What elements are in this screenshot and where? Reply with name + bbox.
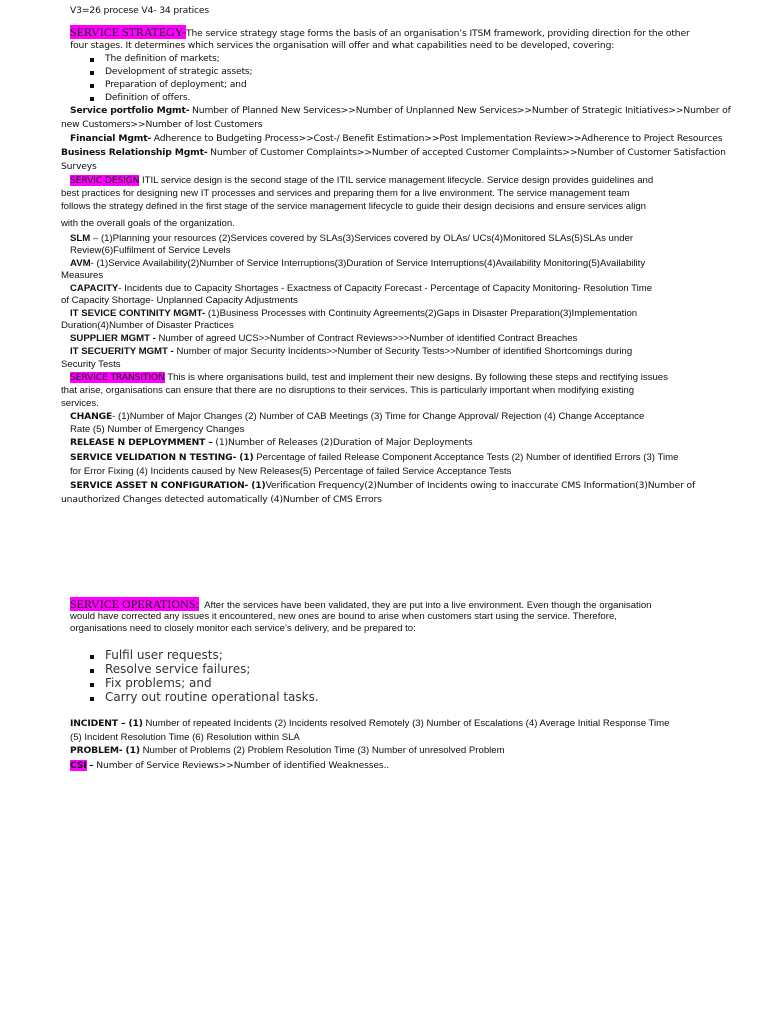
- problem-label: PROBLEM- (1): [70, 745, 140, 756]
- bullet-icon: [90, 71, 94, 75]
- slm-text-cont: Review(6)Fulfilment of Service Levels: [70, 245, 231, 256]
- design-title: SERVIC DESIGN: [70, 175, 140, 186]
- csi-title: CSI: [70, 760, 87, 771]
- slm-label: SLM: [70, 233, 91, 244]
- validation-label: SERVICE VELIDATION N TESTING- (1): [70, 452, 254, 463]
- continuity-text-cont: Duration(4)Number of Disaster Practices: [61, 320, 234, 331]
- change-line: [70, 411, 644, 423]
- portfolio-line: [70, 105, 731, 117]
- capacity-label: CAPACITY: [70, 283, 119, 294]
- portfolio-text-cont: new Customers>>Number of lost Customers: [61, 119, 263, 130]
- strategy-intro: The service strategy stage forms the basis of an organisation’s ITSM framework, providing direction for the other: [186, 28, 690, 39]
- operations-intro-cont: would have corrected any issues it encountered, new ones are bound to arise when customers start using the service. Therefore,: [70, 611, 617, 622]
- capacity-text: - Incidents due to Capacity Shortages - Exactness of Capacity Forecast - Percentage of Capacity Monitoring- Resolution Time: [118, 283, 653, 294]
- operations-title: SERVICE OPERATIONS:: [70, 597, 199, 611]
- validation-text: Percentage of failed Release Component Acceptance Tests (2) Number of identified Errors (3) Time: [256, 452, 679, 463]
- slm-text: – (1)Planning your resources (2)Services covered by SLAs(3)Services covered by OLAs/ UCs(4)Monitored SLAs(5)SLAs under: [92, 233, 634, 244]
- problem-text: Number of Problems (2) Problem Resolution Time (3) Number of unresolved Problem: [142, 745, 505, 756]
- capacity-text-cont: of Capacity Shortage- Unplanned Capacity Adjustments: [61, 295, 298, 306]
- slm-line: [70, 233, 633, 245]
- bullet-icon: [90, 655, 94, 659]
- strategy-heading-line: [70, 26, 690, 40]
- portfolio-text: Number of Planned New Services>>Number of Unplanned New Services>>Number of Strategic Initiatives>>Number of: [192, 105, 731, 116]
- brm-line: [61, 147, 726, 159]
- capacity-line: [70, 283, 652, 295]
- operations-bullet: Fix problems; and: [105, 676, 212, 690]
- bullet-icon: [90, 683, 94, 687]
- change-label: CHANGE: [70, 411, 113, 422]
- csi-dash: –: [89, 760, 94, 771]
- avm-text-cont: Measures: [61, 270, 104, 281]
- incident-text-cont: (5) Incident Resolution Time (6) Resolution within SLA: [70, 732, 300, 743]
- supplier-label: SUPPLIER MGMT -: [70, 333, 156, 344]
- strategy-bullet: The definition of markets;: [105, 53, 220, 64]
- change-text: - (1)Number of Major Changes (2) Number of CAB Meetings (3) Time for Change Approval/ Rejection (4) Change Acceptance: [112, 411, 645, 422]
- validation-line: [70, 452, 678, 464]
- incident-text: Number of repeated Incidents (2) Incidents resolved Remotely (3) Number of Escalations (4) Average Initial Response Time: [145, 718, 670, 729]
- transition-intro-cont: that arise, organisations can ensure that there are no disruptions to their services. This is particularly important when modifying existing: [61, 385, 635, 396]
- financial-line: [70, 133, 722, 145]
- transition-heading-line: [70, 372, 668, 384]
- transition-title: SERVICE TRANSITION: [70, 372, 165, 383]
- release-label: RELEASE N DEPLOYMMENT –: [70, 437, 213, 448]
- operations-bullet: Resolve service failures;: [105, 662, 251, 676]
- operations-intro-cont: organisations need to closely monitor each service’s delivery, and be prepared to:: [70, 623, 416, 634]
- bullet-icon: [90, 669, 94, 673]
- incident-label: INCIDENT – (1): [70, 718, 143, 729]
- avm-label: AVM: [70, 258, 91, 269]
- release-line: [70, 437, 473, 449]
- change-text-cont: Rate (5) Number of Emergency Changes: [70, 424, 245, 435]
- asset-label: SERVICE ASSET N CONFIGURATION- (1): [70, 480, 266, 491]
- financial-label: Financial Mgmt-: [70, 133, 152, 144]
- bullet-icon: [90, 58, 94, 62]
- supplier-line: [70, 333, 577, 345]
- security-text: Number of major Security Incidents>>Number of Security Tests>>Number of identified Shortcomings during: [176, 346, 633, 357]
- design-intro-cont: with the overall goals of the organization.: [61, 218, 235, 229]
- continuity-text: (1)Business Processes with Continuity Agreements(2)Gaps in Disaster Preparation(3)Implementation: [207, 308, 638, 319]
- brm-text-cont: Surveys: [61, 161, 97, 172]
- strategy-bullet: Preparation of deployment; and: [105, 79, 247, 90]
- security-line: [70, 346, 632, 358]
- asset-text: Verification Frequency(2)Number of Incidents owing to inaccurate CMS Information(3)Number of: [265, 480, 696, 491]
- transition-intro-cont: services.: [61, 398, 99, 409]
- asset-text-cont: unauthorized Changes detected automatically (4)Number of CMS Errors: [61, 494, 382, 505]
- strategy-title: SERVICE STRATEGY-: [70, 25, 187, 39]
- operations-heading-line: [70, 598, 652, 612]
- bullet-icon: [90, 84, 94, 88]
- strategy-bullet: Definition of offers.: [105, 92, 191, 103]
- bullet-icon: [90, 97, 94, 101]
- continuity-label: IT SEVICE CONTINITY MGMT-: [70, 308, 206, 319]
- transition-intro: This is where organisations build, test and implement their new designs. By following these steps and rectifying issues: [167, 372, 668, 383]
- release-text: (1)Number of Releases (2)Duration of Major Deployments: [215, 437, 473, 448]
- supplier-text: Number of agreed UCS>>Number of Contract Reviews>>>Number of identified Contract Breaches: [158, 333, 578, 344]
- design-intro-cont: best practices for designing new IT processes and services and preparing them for a live environment. The service management team: [61, 188, 630, 199]
- strategy-intro-cont: four stages. It determines which services the organisation will offer and what capabilities need to be developed, covering:: [70, 40, 615, 51]
- csi-text: Number of Service Reviews>>Number of identified Weaknesses..: [96, 760, 390, 771]
- operations-bullet: Fulfil user requests;: [105, 648, 223, 662]
- validation-text-cont: for Error Fixing (4) Incidents caused by New Releases(5) Percentage of failed Service Acceptance Tests: [70, 466, 512, 477]
- asset-line: [70, 480, 695, 492]
- continuity-line: [70, 308, 637, 320]
- portfolio-label: Service portfolio Mgmt-: [70, 105, 190, 116]
- operations-bullet: Carry out routine operational tasks.: [105, 690, 319, 704]
- operations-intro: After the services have been validated, they are put into a live environment. Even though the organisation: [204, 600, 652, 611]
- strategy-bullet: Development of strategic assets;: [105, 66, 253, 77]
- brm-label: Business Relationship Mgmt-: [61, 147, 208, 158]
- avm-line: [70, 258, 645, 270]
- security-text-cont: Security Tests: [61, 359, 121, 370]
- incident-line: [70, 718, 669, 730]
- bullet-icon: [90, 697, 94, 701]
- header-note: V3=26 procese V4- 34 pratices: [70, 5, 210, 16]
- csi-line: [70, 760, 389, 772]
- financial-text: Adherence to Budgeting Process>>Cost-/ Benefit Estimation>>Post Implementation Review>>Adherence to Project Resources: [153, 133, 723, 144]
- security-label: IT SECUERITY MGMT -: [70, 346, 174, 357]
- problem-line: [70, 745, 505, 757]
- design-intro-cont: follows the strategy defined in the first stage of the service management lifecycle to guide their design decisions and ensure services align: [61, 201, 647, 212]
- design-intro: ITIL service design is the second stage of the ITIL service management lifecycle. Service design provides guidelines and: [141, 175, 654, 186]
- design-heading-line: [70, 175, 653, 187]
- brm-text: Number of Customer Complaints>>Number of accepted Customer Complaints>>Number of Customer Satisfaction: [210, 147, 726, 158]
- avm-text: - (1)Service Availability(2)Number of Service Interruptions(3)Duration of Service Interruptions(4)Availability Monitoring(5)Availability: [90, 258, 646, 269]
